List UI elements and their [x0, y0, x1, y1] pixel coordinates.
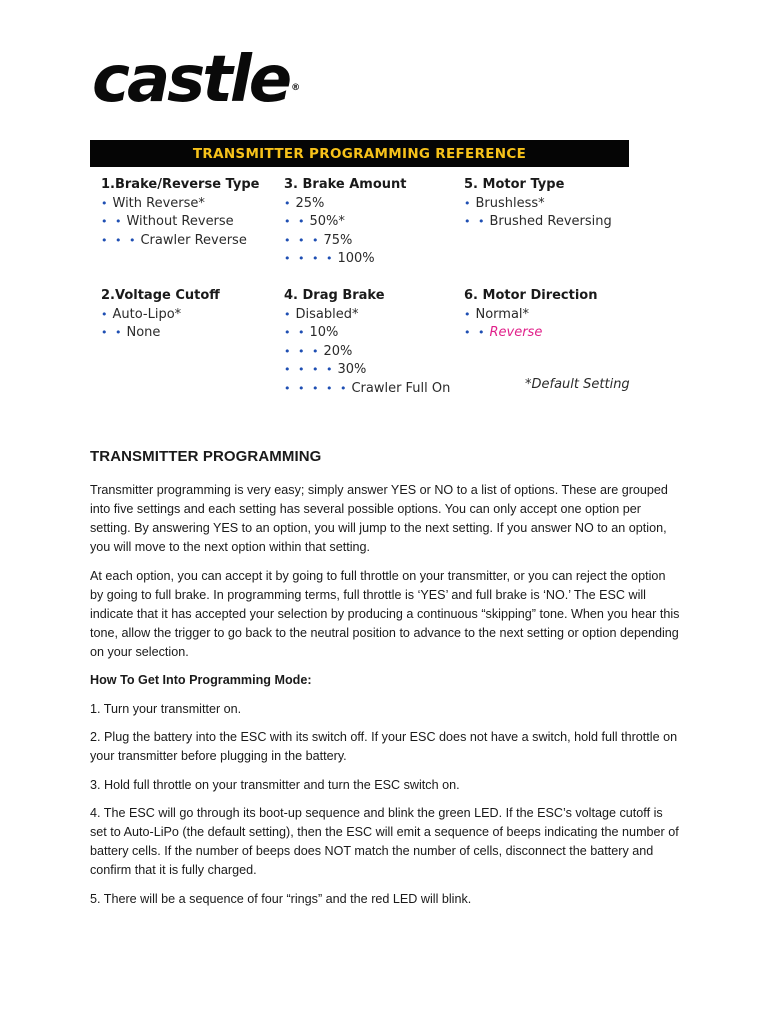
- reference-grid: [101, 176, 641, 396]
- option-row: [101, 324, 220, 343]
- section-heading: TRANSMITTER PROGRAMMING: [90, 448, 322, 465]
- motor-type-block: [464, 176, 612, 232]
- dots-indicator: • • • •: [284, 252, 335, 265]
- dots-indicator: •: [284, 307, 293, 321]
- option-row: [284, 361, 450, 380]
- voltage-cutoff-heading: 2.Voltage Cutoff: [101, 288, 220, 303]
- brake-reverse-block: [101, 176, 259, 250]
- option-row: [284, 213, 407, 232]
- option-label-highlighted: Reverse: [489, 325, 543, 340]
- option-row: [101, 213, 259, 232]
- drag-brake-heading: 4. Drag Brake: [284, 288, 385, 303]
- dots-indicator: • • •: [284, 344, 321, 358]
- dots-indicator: • •: [101, 215, 124, 228]
- step-item: 1. Turn your transmitter on.: [90, 701, 242, 716]
- option-label: Disabled*: [295, 306, 359, 322]
- option-row: [284, 306, 450, 325]
- option-label: None: [126, 325, 161, 340]
- option-label: Auto-Lipo*: [112, 306, 182, 322]
- option-label: 30%: [337, 362, 367, 377]
- option-row: [101, 232, 259, 251]
- option-label: 75%: [323, 232, 353, 248]
- dots-indicator: •: [284, 196, 293, 210]
- paragraph: Transmitter programming is very easy; simply answer YES or NO to a list of options. These are grouped into five settings and each setting has several possible options. You can only accept one option per setting. By answering YES to an option, you will jump to the next setting. If you answer NO to an option, you will move to the next option within that setting.: [90, 483, 668, 554]
- dots-indicator: • • •: [101, 233, 138, 247]
- option-row: [284, 232, 407, 251]
- castle-logo: [92, 43, 301, 117]
- option-label: Brushless*: [475, 195, 545, 211]
- logo-text: castle: [92, 43, 290, 117]
- registered-mark: ®: [291, 83, 301, 93]
- brake-amount-heading: 3. Brake Amount: [284, 177, 407, 192]
- dots-indicator: •: [464, 196, 473, 210]
- option-label: 50%*: [309, 214, 345, 229]
- brake-reverse-heading: 1.Brake/Reverse Type: [101, 177, 260, 192]
- step-item: 4. The ESC will go through its boot-up sequence and blink the green LED. If the ESC’s voltage cutoff is set to Auto-LiPo (the default setting), then the ESC will emit a sequence of beeps indicating the number of battery cells. If the number of beeps does NOT match the number of cells, disconnect the battery and confirm that it is fully charged.: [90, 806, 679, 877]
- motor-direction-block: [464, 287, 598, 343]
- banner-title: TRANSMITTER PROGRAMMING REFERENCE: [192, 145, 527, 162]
- programming-instructions: [90, 446, 680, 918]
- option-label: 100%: [337, 251, 375, 266]
- default-setting-note: *Default Setting: [525, 377, 630, 392]
- option-row: [284, 324, 450, 343]
- option-label: Brushed Reversing: [489, 214, 612, 229]
- dots-indicator: •: [464, 307, 473, 321]
- dots-indicator: • •: [464, 215, 487, 228]
- dots-indicator: • •: [101, 326, 124, 339]
- dots-indicator: • • • •: [284, 363, 335, 376]
- option-row: [284, 343, 450, 362]
- option-row: [284, 380, 450, 399]
- option-label: Without Reverse: [126, 214, 234, 229]
- dots-indicator: •: [101, 307, 110, 321]
- motor-type-heading: 5. Motor Type: [464, 177, 565, 192]
- dots-indicator: • • •: [284, 233, 321, 247]
- dots-indicator: • • • • •: [284, 381, 349, 395]
- option-row: [464, 213, 612, 232]
- step-item: 5. There will be a sequence of four “rings” and the red LED will blink.: [90, 891, 472, 906]
- voltage-cutoff-block: [101, 287, 220, 343]
- paragraph: At each option, you can accept it by going to full throttle on your transmitter, or you can reject the option by going to full brake. In programming terms, full throttle is ‘YES’ and full brake is ‘NO.’ The ESC will indicate that it has accepted your selection by producing a continuous “skipping” tone. When you hear this tone, allow the trigger to go back to the neutral position to advance to the next setting or option depending on your selection.: [90, 568, 680, 659]
- option-row: [464, 324, 598, 343]
- step-item: 2. Plug the battery into the ESC with its switch off. If your ESC does not have a switch, hold full throttle on your transmitter before plugging in the battery.: [90, 730, 678, 763]
- option-label: 20%: [323, 343, 353, 359]
- option-label: 10%: [309, 325, 339, 340]
- dots-indicator: • •: [284, 215, 307, 228]
- reference-banner: [90, 140, 629, 167]
- option-row: [101, 306, 220, 325]
- dots-indicator: •: [101, 196, 110, 210]
- option-label: Normal*: [475, 306, 530, 322]
- option-label: Crawler Full On: [351, 380, 451, 396]
- dots-indicator: • •: [284, 326, 307, 339]
- option-row: [464, 195, 612, 214]
- dots-indicator: • •: [464, 326, 487, 339]
- option-label: With Reverse*: [112, 195, 205, 211]
- subheading: How To Get Into Programming Mode:: [90, 673, 312, 687]
- option-label: 25%: [295, 195, 325, 211]
- option-row: [101, 195, 259, 214]
- option-row: [284, 195, 407, 214]
- step-item: 3. Hold full throttle on your transmitter and turn the ESC switch on.: [90, 777, 460, 792]
- option-row: [464, 306, 598, 325]
- drag-brake-block: [284, 287, 450, 398]
- motor-direction-heading: 6. Motor Direction: [464, 288, 598, 303]
- option-label: Crawler Reverse: [140, 232, 247, 248]
- option-row: [284, 250, 407, 269]
- brake-amount-block: [284, 176, 407, 269]
